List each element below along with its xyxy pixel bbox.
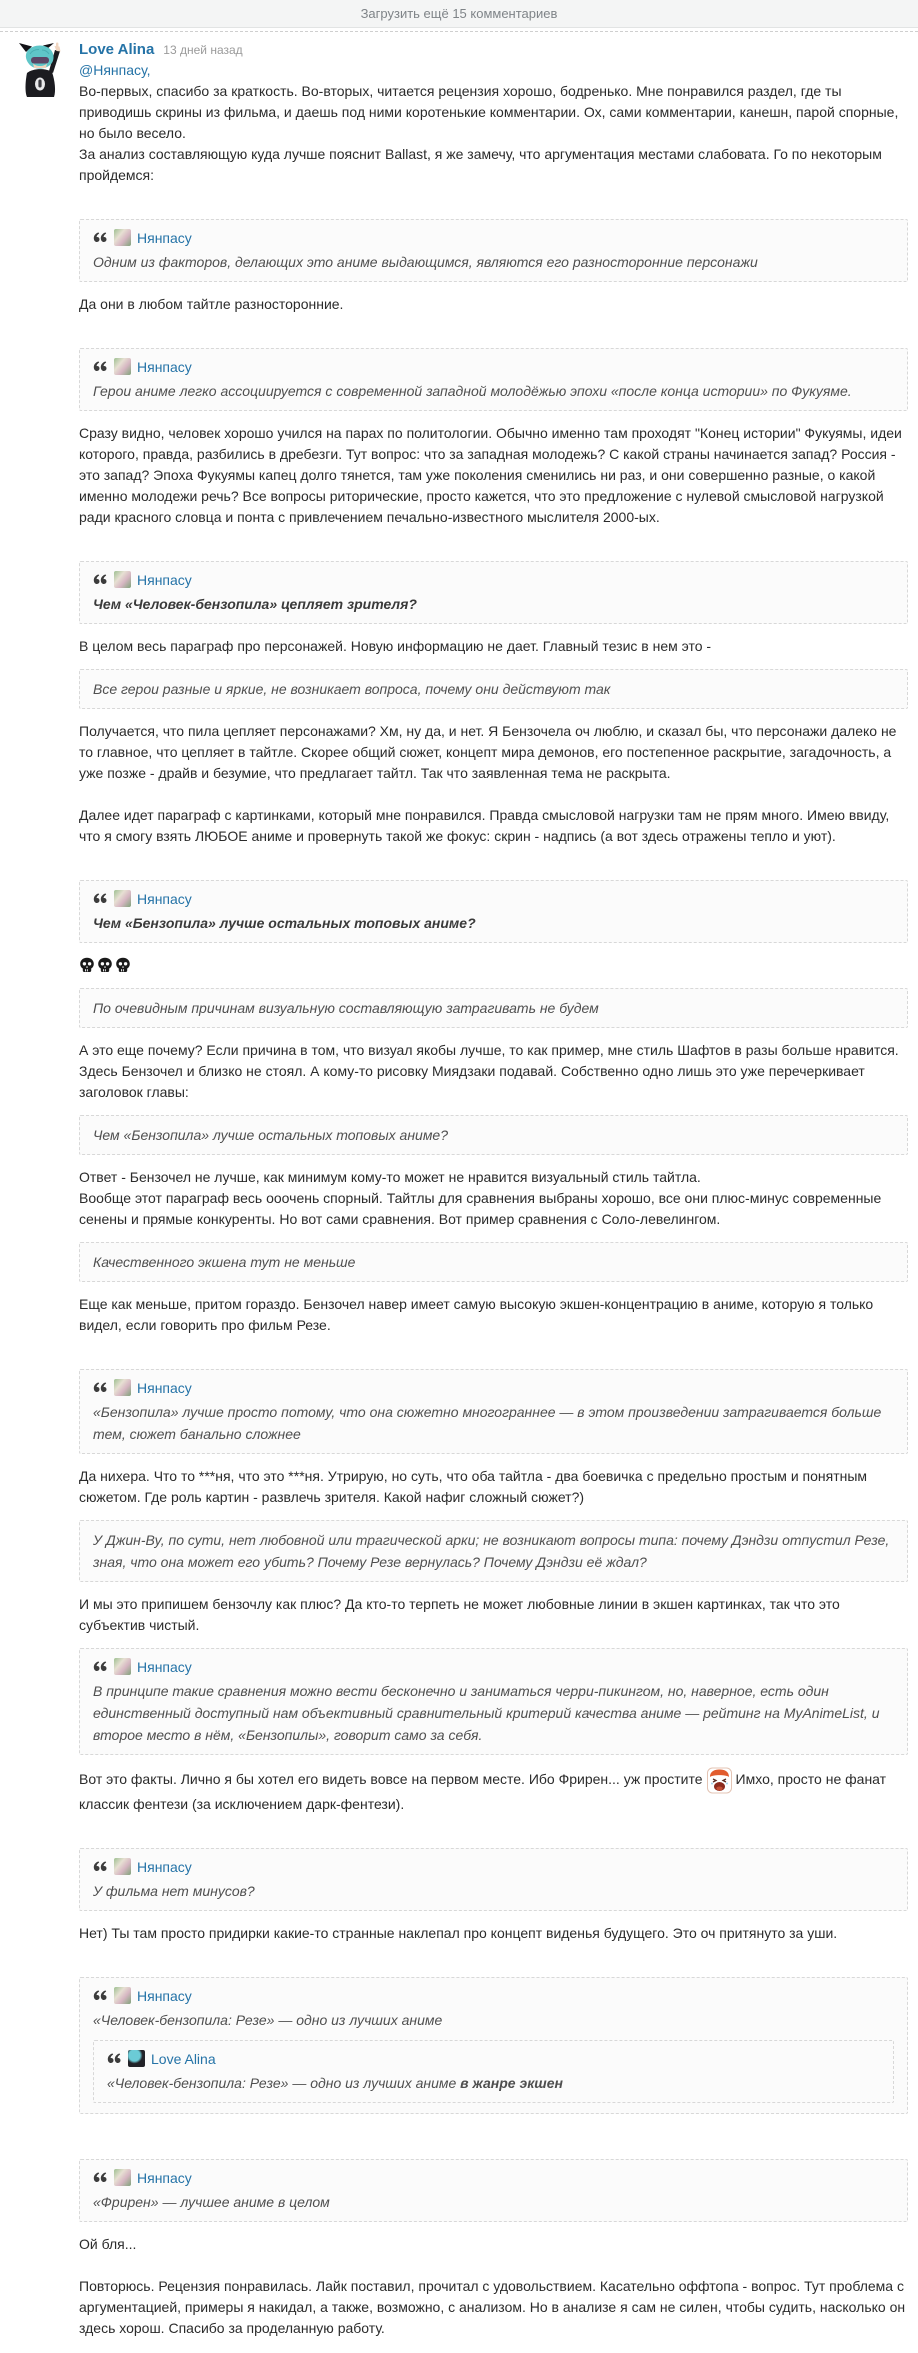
text-run: В принципе такие сравнения можно вести бесконечно и заниматься черри-пикингом, но, наверное, есть один единственный доступный нам объективный сравнительный критерий качества аниме — рейтинг на MyAnimeList, и второе место в нём, «Бензопилы», говорит само за себя. xyxy=(93,1683,880,1743)
blank-line xyxy=(79,315,908,336)
paragraph xyxy=(79,81,908,144)
blank-line xyxy=(79,847,908,868)
quote-mark-icon xyxy=(93,574,108,585)
quote-header xyxy=(93,1856,894,1877)
comment xyxy=(0,31,918,2353)
quote-mark-icon xyxy=(107,2053,122,2064)
paragraph xyxy=(79,60,908,81)
quote-text xyxy=(93,1124,894,1146)
text-run: И мы это припишем бензочлу как плюс? Да кто-то терпеть не может любовные линии в экшен картинках, так что это субъектив чистый. xyxy=(79,1596,840,1633)
text-run: Герои аниме легко ассоциируется с современной западной молодёжью эпохи «после конца истории» по Фукуяме. xyxy=(93,383,852,399)
quote-mark-icon xyxy=(93,232,108,243)
paragraph xyxy=(79,2276,908,2339)
quote-author-avatar xyxy=(114,571,131,588)
skull-icon xyxy=(97,957,113,973)
quote-author-avatar xyxy=(114,1858,131,1875)
skull-icon xyxy=(79,957,95,973)
quote-header xyxy=(93,2167,894,2188)
quote-author-avatar xyxy=(128,2050,145,2067)
quote-author-link[interactable]: Нянпасу xyxy=(137,1379,192,1396)
text-run: У Джин-Ву, по сути, нет любовной или трагической арки; не возникают вопросы типа: почему Дэндзи отпустил Резе, зная, что она может его убить? Почему Резе вернулась? Почему Дэндзи её ждал? xyxy=(93,1532,890,1570)
quote-text xyxy=(93,380,894,402)
paragraph xyxy=(79,1466,908,1508)
blank-line xyxy=(79,1336,908,1357)
text-run: Одним из факторов, делающих это аниме выдающимся, являются его разносторонние персонажи xyxy=(93,254,758,270)
quote-author-avatar xyxy=(114,358,131,375)
blockquote xyxy=(79,1520,908,1582)
quote-text xyxy=(93,912,894,934)
quote-author-link[interactable]: Love Alina xyxy=(151,2050,216,2067)
text-run: У фильма нет минусов? xyxy=(93,1883,255,1899)
quote-header xyxy=(93,356,894,377)
blockquote xyxy=(79,1115,908,1155)
paragraph xyxy=(79,2234,908,2255)
bold-text-run: в жанре экшен xyxy=(460,2075,563,2091)
text-run: Имхо, просто не фанат классик фентези (за исключением дарк-фентези). xyxy=(79,1771,887,1812)
paragraph xyxy=(79,1294,908,1336)
blockquote xyxy=(79,1369,908,1454)
text-run: Чем «Бензопила» лучше остальных топовых аниме? xyxy=(93,915,476,931)
quote-text xyxy=(93,1680,894,1746)
text-run: Еще как меньше, притом гораздо. Бензочел навер имеет самую высокую экшен-концентрацию в аниме, которую я только видел, если говорить про фильм Резе. xyxy=(79,1296,874,1333)
quote-text xyxy=(93,997,894,1019)
text-run: Вообще этот параграф весь ооочень спорный. Тайтлы для сравнения выбраны хорошо, все они плюс-минус современные сенены и прямые конкуренты. Но вот сами сравнения. Вот пример сравнения с Соло-левелингом. xyxy=(79,1190,882,1227)
text-run: «Человек-бензопила: Резе» — одно из лучших аниме xyxy=(107,2075,461,2091)
quote-text xyxy=(93,678,894,700)
paragraph xyxy=(79,636,908,657)
blockquote xyxy=(79,1848,908,1911)
paragraph xyxy=(79,144,908,186)
text-run: Да нихера. Что то ***ня, что это ***ня. Утрирую, но суть, что оба тайтла - два боевичка с предельно простым и понятным сюжетом. Где роль картин - развлечь зрителя. Какой нафиг сложный сюжет?) xyxy=(79,1468,868,1505)
user-avatar[interactable] xyxy=(16,41,66,99)
quote-author-avatar xyxy=(114,890,131,907)
quote-header xyxy=(93,227,894,248)
text-run: Чем «Бензопила» лучше остальных топовых аниме? xyxy=(93,1127,448,1143)
comment-author-link[interactable]: Love Alina xyxy=(79,41,155,58)
text-run: Ой бля... xyxy=(79,2236,137,2252)
paragraph xyxy=(79,1040,908,1103)
text-run: Все герои разные и яркие, не возникает вопроса, почему они действуют так xyxy=(93,681,611,697)
quote-author-link[interactable]: Нянпасу xyxy=(137,358,192,375)
blank-line xyxy=(79,1815,908,1836)
quote-mark-icon xyxy=(93,1661,108,1672)
text-run: Чем «Человек-бензопила» цепляет зрителя? xyxy=(93,596,417,612)
blockquote xyxy=(79,2159,908,2222)
quote-mark-icon xyxy=(93,1861,108,1872)
quote-text xyxy=(93,1880,894,1902)
text-run: А это еще почему? Если причина в том, что визуал якобы лучше, то как пример, мне стиль Шафтов в разы больше нравится. Здесь Бензочел и близко не стоял. А кому-то рисовку Миядзаки подавай. Собственно одно лишь это уже перечеркивает заголовок главы: xyxy=(79,1042,899,1100)
paragraph xyxy=(79,1767,908,1815)
quote-author-avatar xyxy=(114,229,131,246)
paragraph xyxy=(79,1594,908,1636)
text-run: Да они в любом тайтле разносторонние. xyxy=(79,296,344,312)
text-run: Нет) Ты там просто придирки какие-то странные наклепал про концепт виденья будущего. Это оч притянуто за уши. xyxy=(79,1925,838,1941)
blank-line xyxy=(79,784,908,805)
blockquote xyxy=(93,2040,894,2103)
quote-author-link[interactable]: Нянпасу xyxy=(137,1658,192,1675)
quote-author-avatar xyxy=(114,1658,131,1675)
quote-header xyxy=(93,569,894,590)
blockquote xyxy=(79,1242,908,1282)
comment-header xyxy=(79,41,908,58)
blank-line xyxy=(79,2255,908,2276)
quote-header xyxy=(93,1985,894,2006)
quote-mark-icon xyxy=(93,361,108,372)
quote-text xyxy=(93,1401,894,1445)
quote-text xyxy=(93,2191,894,2213)
paragraph xyxy=(79,1167,908,1188)
quote-header xyxy=(93,1377,894,1398)
quote-mark-icon xyxy=(93,1990,108,2001)
text-run: Сразу видно, человек хорошо учился на парах по политологии. Обычно именно там проходят "Конец истории" Фукуямы, идеи которого, правда, разбились в дребезги. Тут вопрос: что за западная молодежь? С какой страны начинается запад? Россия - это запад? Эпоха Фукуямы капец долго тянется, там уже поколения сменились ни раз, и они совершенно разные, о какой именно молодежи речь? Все вопросы риторические, просто кажется, что это предложение с нулевой смысловой нагрузкой ради красного словца и понта с привлечением печально-известного мыслителя 2000-ых. xyxy=(79,425,902,525)
text-run: Качественного экшена тут не меньше xyxy=(93,1254,356,1270)
text-run: По очевидным причинам визуальную составляющую затрагивать не будем xyxy=(93,1000,599,1016)
blockquote xyxy=(79,348,908,411)
text-run: Ответ - Бензочел не лучше, как минимум кому-то может не нравится визуальный стиль тайтла. xyxy=(79,1169,701,1185)
skull-icon xyxy=(115,957,131,973)
text-run: Получается, что пила цепляет персонажами? Хм, ну да, и нет. Я Бензочела оч люблю, и сказал бы, что персонажи далеко не то главное, что цепляет в тайтле. Скорее общий сюжет, концепт мира демонов, его постепенное раскрытие, загадочность, а уже позже - драйв и безумие, что предлагает тайтл. Так что заявленная тема не раскрыта. xyxy=(79,723,897,781)
quote-text xyxy=(93,593,894,615)
quote-text xyxy=(93,251,894,273)
quote-text xyxy=(93,2009,894,2031)
text-run: Вот это факты. Лично я бы хотел его видеть вовсе на первом месте. Ибо Фрирен... уж простите xyxy=(79,1771,703,1788)
paragraph xyxy=(79,294,908,315)
comment-timestamp: 13 дней назад xyxy=(163,43,243,57)
text-run: «Человек-бензопила: Резе» — одно из лучших аниме xyxy=(93,2012,443,2028)
quote-author-avatar xyxy=(114,1987,131,2004)
comment-body xyxy=(79,60,908,2339)
blockquote xyxy=(79,669,908,709)
blockquote xyxy=(79,1648,908,1755)
quote-author-link[interactable]: Нянпасу xyxy=(137,1987,192,2004)
quote-author-link[interactable]: Нянпасу xyxy=(137,2169,192,2186)
blank-line xyxy=(79,528,908,549)
quote-text xyxy=(93,1251,894,1273)
quote-mark-icon xyxy=(93,2172,108,2183)
quote-author-link[interactable]: Нянпасу xyxy=(137,229,192,246)
quote-author-link[interactable]: Нянпасу xyxy=(137,571,192,588)
paragraph xyxy=(79,805,908,847)
blockquote xyxy=(79,988,908,1028)
paragraph xyxy=(79,1188,908,1230)
crying-sticker xyxy=(707,1767,732,1794)
text-run: Далее идет параграф с картинками, который мне понравился. Правда смысловой нагрузки там не прям много. Имею ввиду, что я смогу взять ЛЮБОЕ аниме и провернуть такой же фокус: скрин - надпись (а вот здесь отражены тепло и уют). xyxy=(79,807,890,844)
quote-text xyxy=(107,2072,880,2094)
quote-text xyxy=(93,1529,894,1573)
quote-header xyxy=(93,1656,894,1677)
quote-author-link[interactable]: Нянпасу xyxy=(137,890,192,907)
quote-author-avatar xyxy=(114,2169,131,2186)
blank-line xyxy=(79,1944,908,1965)
quote-header xyxy=(93,888,894,909)
quote-header xyxy=(107,2048,880,2069)
text-run: «Фрирен» — лучшее аниме в целом xyxy=(93,2194,330,2210)
text-run: Повторюсь. Рецензия понравилась. Лайк поставил, прочитал с удовольствием. Касательно оффтопа - вопрос. Тут проблема с аргументацией, примеры я накидал, а также, возможно, с анализом. Но в анализе я сам не силен, чтобы судить, насколько он здесь хорош. Спасибо за проделанную работу. xyxy=(79,2278,906,2336)
quote-mark-icon xyxy=(93,893,108,904)
text-run: Во-первых, спасибо за краткость. Во-вторых, читается рецензия хорошо, бодренько. Мне понравился раздел, где ты приводишь скрины из фильма, и даешь под ними коротенькие комментарии. Ох, сами комментарии, канешн, парой спорные, но было весело. xyxy=(79,83,899,141)
blockquote xyxy=(79,1977,908,2114)
text-run: В целом весь параграф про персонажей. Новую информацию не дает. Главный тезис в нем это - xyxy=(79,638,712,654)
blockquote xyxy=(79,561,908,624)
paragraph xyxy=(79,721,908,784)
quote-mark-icon xyxy=(93,1382,108,1393)
quote-author-link[interactable]: Нянпасу xyxy=(137,1858,192,1875)
paragraph xyxy=(79,1923,908,1944)
blockquote xyxy=(79,219,908,282)
mention-link[interactable]: @Нянпасу, xyxy=(79,62,151,78)
blank-line xyxy=(79,2126,908,2147)
text-run: За анализ составляющую куда лучше пояснит Ballast, я же замечу, что аргументация местами слабовата. Го по некоторым пройдемся: xyxy=(79,146,882,183)
quote-author-avatar xyxy=(114,1379,131,1396)
paragraph xyxy=(79,955,908,976)
load-more-comments-button[interactable]: Загрузить ещё 15 комментариев xyxy=(0,0,918,28)
text-run: «Бензопила» лучше просто потому, что она сюжетно многограннее — в этом произведении затрагивается больше тем, сюжет банально сложнее xyxy=(93,1404,882,1442)
paragraph xyxy=(79,423,908,528)
blank-line xyxy=(79,186,908,207)
blockquote xyxy=(79,880,908,943)
